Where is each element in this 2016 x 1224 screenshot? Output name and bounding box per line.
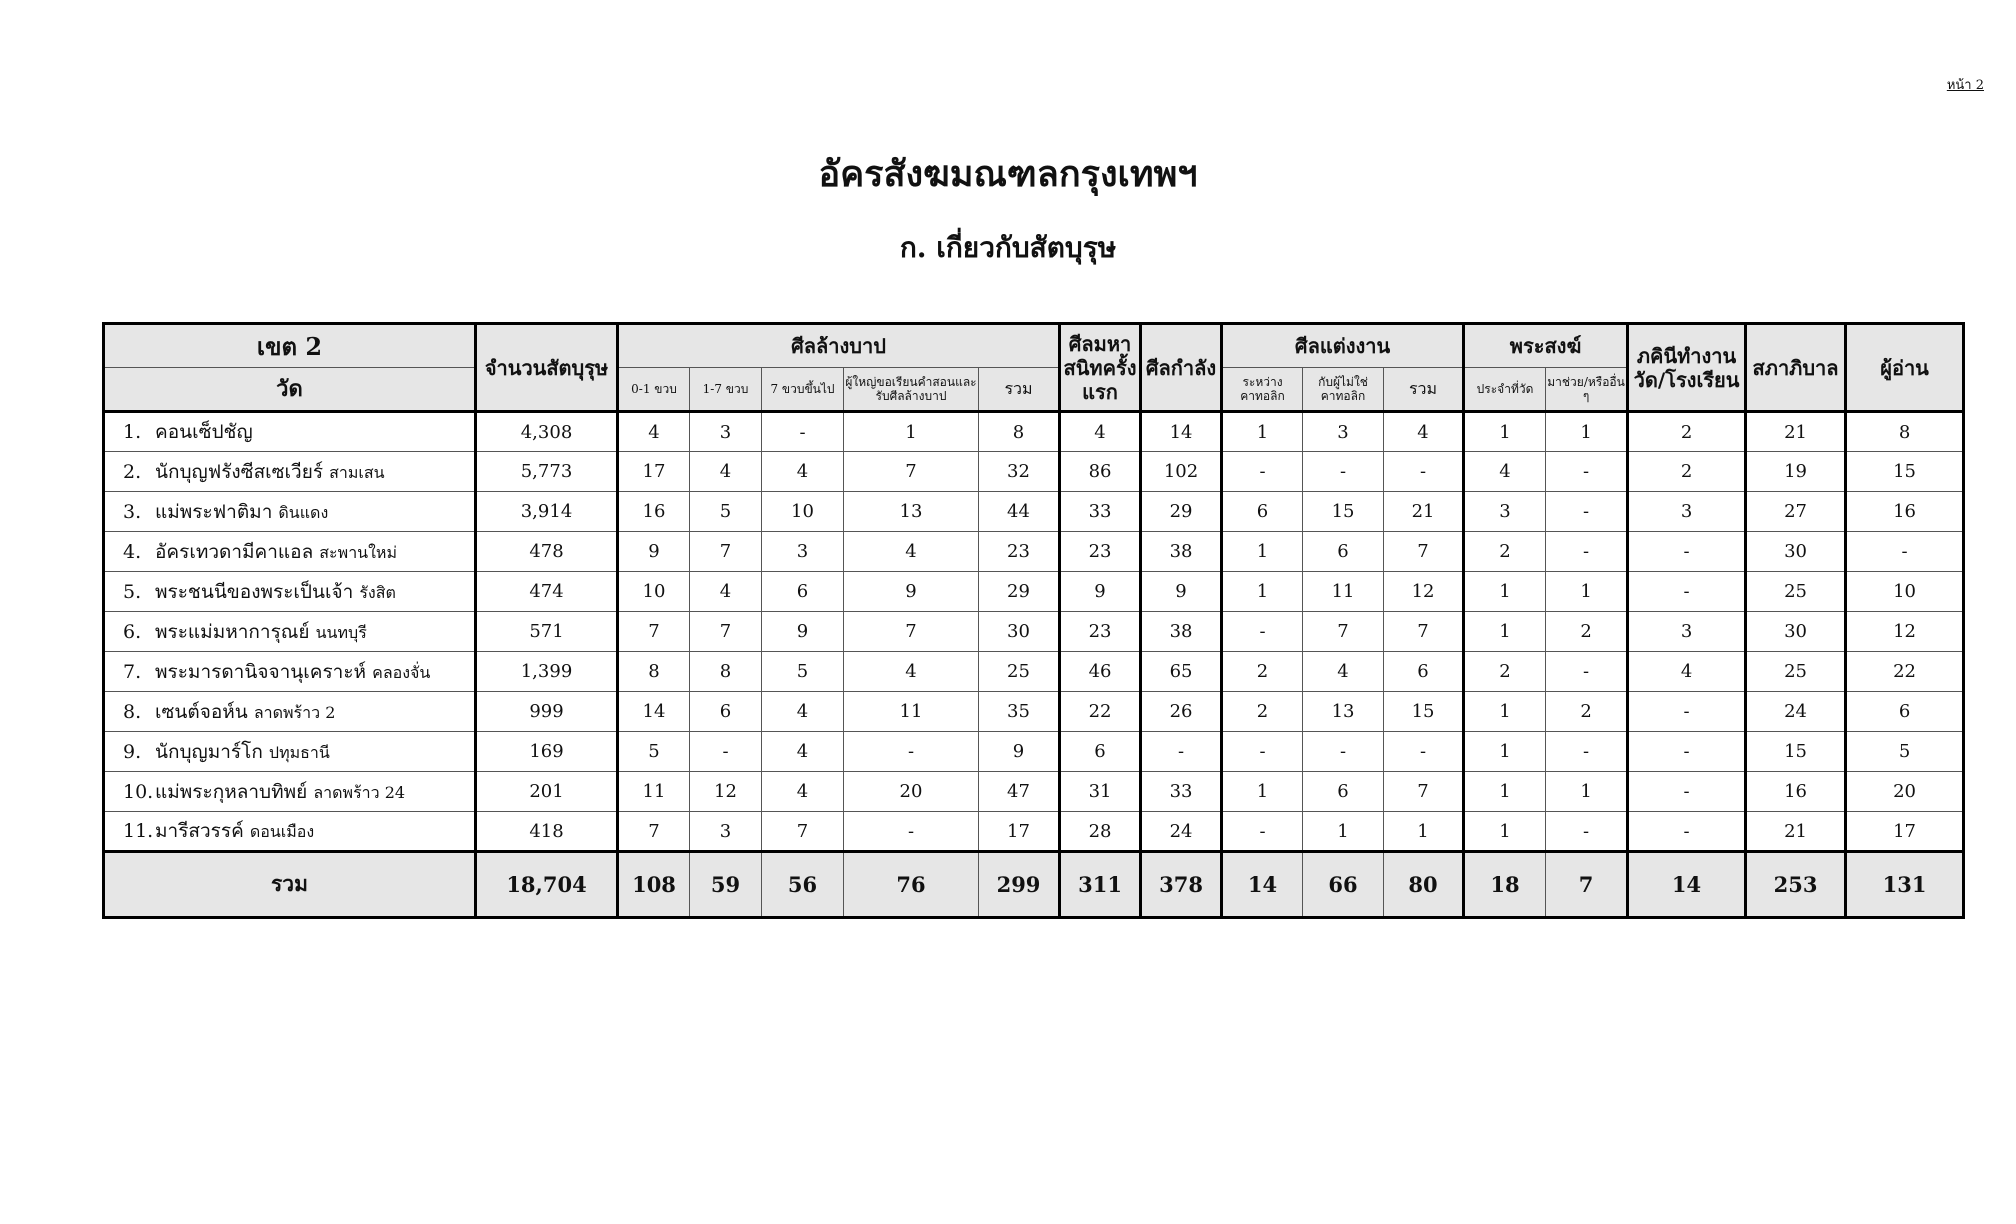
table-cell: 4 <box>690 572 762 612</box>
total-cell: 108 <box>618 852 690 918</box>
table-cell: 3 <box>762 532 844 572</box>
total-cell: 299 <box>979 852 1060 918</box>
total-cell: 66 <box>1303 852 1384 918</box>
table-cell: 7 <box>690 612 762 652</box>
church-location: ปทุมธานี <box>268 742 330 762</box>
table-cell: 4 <box>1464 452 1546 492</box>
table-cell: 17 <box>979 812 1060 852</box>
table-cell: 4 <box>618 412 690 452</box>
table-cell: 1 <box>1222 532 1303 572</box>
church-name-cell <box>104 772 476 812</box>
table-cell: 35 <box>979 692 1060 732</box>
table-cell: 8 <box>690 652 762 692</box>
church-name: นักบุญฟรังซีสเซเวียร์ <box>155 460 324 483</box>
church-location: ลาดพร้าว 24 <box>313 782 406 802</box>
table-cell: 7 <box>1384 612 1464 652</box>
row-number: 4. <box>123 540 142 563</box>
table-cell: 3 <box>1303 412 1384 452</box>
total-cell: 311 <box>1060 852 1141 918</box>
total-cell: 14 <box>1628 852 1746 918</box>
church-name-cell <box>104 572 476 612</box>
church-location: นนทบุรี <box>315 622 367 642</box>
table-cell: 4 <box>762 732 844 772</box>
table-row <box>104 532 1964 572</box>
row-number: 6. <box>123 620 142 643</box>
table-cell: 6 <box>1846 692 1964 732</box>
total-cell: 18 <box>1464 852 1546 918</box>
table-cell: 5 <box>1846 732 1964 772</box>
table-cell: 4 <box>1628 652 1746 692</box>
table-cell: 13 <box>844 492 979 532</box>
table-cell: 571 <box>476 612 618 652</box>
table-cell: 7 <box>1384 532 1464 572</box>
header-priests-helper: มาช่วย/หรืออื่น ๆ <box>1546 368 1628 412</box>
row-number: 1. <box>123 421 142 443</box>
table-cell: 9 <box>1060 572 1141 612</box>
table-cell: 478 <box>476 532 618 572</box>
table-cell: 30 <box>1746 612 1846 652</box>
table-cell: 8 <box>1846 412 1964 452</box>
table-row <box>104 812 1964 852</box>
table-cell: 14 <box>618 692 690 732</box>
table-cell: 33 <box>1141 772 1222 812</box>
table-cell: 28 <box>1060 812 1141 852</box>
table-cell: 1 <box>1464 572 1546 612</box>
table-cell: 3 <box>1628 492 1746 532</box>
header-council: สภาภิบาล <box>1746 324 1846 412</box>
table-cell: 2 <box>1222 652 1303 692</box>
table-cell: 9 <box>762 612 844 652</box>
page-title: อัครสังฆมณฑลกรุงเทพฯ <box>818 153 1198 195</box>
total-cell: 80 <box>1384 852 1464 918</box>
table-cell: 7 <box>618 812 690 852</box>
table-cell: 10 <box>762 492 844 532</box>
church-name: แม่พระกุหลาบทิพย์ <box>155 780 308 803</box>
table-cell: - <box>1222 812 1303 852</box>
table-cell: 15 <box>1384 692 1464 732</box>
table-cell: 86 <box>1060 452 1141 492</box>
church-name-cell <box>104 652 476 692</box>
table-cell: 4 <box>1060 412 1141 452</box>
table-cell: 31 <box>1060 772 1141 812</box>
table-cell: 9 <box>844 572 979 612</box>
row-number: 7. <box>123 660 142 683</box>
table-row <box>104 732 1964 772</box>
table-cell: 2 <box>1222 692 1303 732</box>
table-cell: 29 <box>979 572 1060 612</box>
table-cell: - <box>1546 652 1628 692</box>
table-cell: 23 <box>979 532 1060 572</box>
total-cell: 253 <box>1746 852 1846 918</box>
table-cell: 7 <box>690 532 762 572</box>
church-name: นักบุญมาร์โก <box>155 740 263 763</box>
header-baptism-1-7: 1-7 ขวบ <box>690 368 762 412</box>
header-marriage-catholic: ระหว่างคาทอลิก <box>1222 368 1303 412</box>
table-cell: 4 <box>762 772 844 812</box>
table-cell: 4 <box>844 532 979 572</box>
table-cell: 16 <box>618 492 690 532</box>
table-cell: 22 <box>1060 692 1141 732</box>
table-cell: 29 <box>1141 492 1222 532</box>
church-name-cell <box>104 412 476 452</box>
header-baptism-total: รวม <box>979 368 1060 412</box>
table-cell: 418 <box>476 812 618 852</box>
table-cell: 1 <box>1546 412 1628 452</box>
church-name-cell <box>104 452 476 492</box>
table-cell: - <box>1628 772 1746 812</box>
total-label: รวม <box>104 852 476 918</box>
header-priests-resident: ประจำที่วัด <box>1464 368 1546 412</box>
table-cell: 25 <box>979 652 1060 692</box>
church-location: ดอนเมือง <box>249 822 315 841</box>
total-cell: 56 <box>762 852 844 918</box>
header-marriage-mixed: กับผู้ไม่ใช่คาทอลิก <box>1303 368 1384 412</box>
table-cell: 4 <box>844 652 979 692</box>
table-cell: 1 <box>1222 412 1303 452</box>
table-cell: 38 <box>1141 532 1222 572</box>
church-name: พระแม่มหาการุณย์ <box>155 620 310 643</box>
table-cell: - <box>1546 452 1628 492</box>
table-cell: 1 <box>1222 772 1303 812</box>
total-cell: 131 <box>1846 852 1964 918</box>
table-cell: 21 <box>1384 492 1464 532</box>
table-cell: 5,773 <box>476 452 618 492</box>
table-cell: 7 <box>844 612 979 652</box>
table-cell: 19 <box>1746 452 1846 492</box>
row-number: 5. <box>123 580 142 603</box>
table-cell: 17 <box>618 452 690 492</box>
table-cell: 33 <box>1060 492 1141 532</box>
table-cell: 44 <box>979 492 1060 532</box>
page-number: หน้า 2 <box>1946 78 1984 93</box>
table-cell: 20 <box>844 772 979 812</box>
table-cell: 7 <box>1384 772 1464 812</box>
table-cell: 4 <box>1303 652 1384 692</box>
church-name: อัครเทวดามีคาแอล <box>155 540 314 563</box>
table-cell: 11 <box>844 692 979 732</box>
table-cell: 1 <box>1464 812 1546 852</box>
table-cell: 1 <box>1464 732 1546 772</box>
table-cell: - <box>1303 732 1384 772</box>
table-cell: - <box>1384 732 1464 772</box>
table-cell: 4 <box>690 452 762 492</box>
row-number: 2. <box>123 460 142 483</box>
table-cell: - <box>1628 732 1746 772</box>
table-cell: 1,399 <box>476 652 618 692</box>
table-row <box>104 692 1964 732</box>
table-cell: - <box>1546 532 1628 572</box>
header-baptism: ศีลล้างบาป <box>618 324 1060 368</box>
table-cell: 12 <box>690 772 762 812</box>
church-location: สะพานใหม่ <box>319 542 398 562</box>
table-cell: 102 <box>1141 452 1222 492</box>
table-cell: 1 <box>1464 692 1546 732</box>
table-cell: 7 <box>618 612 690 652</box>
table-cell: 6 <box>690 692 762 732</box>
table-row <box>104 612 1964 652</box>
table-cell: 1 <box>1464 612 1546 652</box>
header-marriage: ศีลแต่งงาน <box>1222 324 1464 368</box>
table-cell: 6 <box>1303 772 1384 812</box>
table-cell: 7 <box>1303 612 1384 652</box>
table-cell: 9 <box>1141 572 1222 612</box>
table-cell: 5 <box>690 492 762 532</box>
table-cell: 1 <box>1464 772 1546 812</box>
church-name-cell <box>104 532 476 572</box>
table-cell: - <box>690 732 762 772</box>
table-cell: - <box>1628 692 1746 732</box>
row-number: 11. <box>123 820 154 842</box>
table-cell: 9 <box>979 732 1060 772</box>
church-name: พระชนนีของพระเป็นเจ้า <box>155 580 354 603</box>
header-church: วัด <box>104 368 476 412</box>
table-row <box>104 572 1964 612</box>
table-cell: - <box>1546 732 1628 772</box>
table-cell: 6 <box>1384 652 1464 692</box>
table-cell: 16 <box>1846 492 1964 532</box>
table-cell: 2 <box>1546 692 1628 732</box>
header-readers: ผู้อ่าน <box>1846 324 1964 412</box>
header-zone: เขต 2 <box>104 324 476 368</box>
table-cell: 5 <box>762 652 844 692</box>
table-cell: - <box>1222 452 1303 492</box>
table-row <box>104 492 1964 532</box>
row-number: 3. <box>123 500 142 523</box>
table-cell: - <box>1384 452 1464 492</box>
table-cell: 999 <box>476 692 618 732</box>
table-cell: 30 <box>979 612 1060 652</box>
church-name: แม่พระฟาติมา <box>155 500 273 523</box>
church-name-cell <box>104 612 476 652</box>
header-priests: พระสงฆ์ <box>1464 324 1628 368</box>
total-row <box>104 852 1964 918</box>
table-cell: 2 <box>1628 412 1746 452</box>
church-location: คลองจั่น <box>372 662 431 682</box>
total-cell: 18,704 <box>476 852 618 918</box>
table-cell: 25 <box>1746 572 1846 612</box>
table-row <box>104 772 1964 812</box>
table-cell: 32 <box>979 452 1060 492</box>
header-nuns: ภคินีทำงานวัด/โรงเรียน <box>1628 324 1746 412</box>
church-name-cell <box>104 732 476 772</box>
church-name: เซนต์จอห์น <box>155 700 248 723</box>
table-row <box>104 412 1964 452</box>
table-cell: 1 <box>1222 572 1303 612</box>
table-cell: 8 <box>979 412 1060 452</box>
table-cell: 2 <box>1628 452 1746 492</box>
table-cell: - <box>1303 452 1384 492</box>
table-cell: 201 <box>476 772 618 812</box>
table-cell: 4 <box>1384 412 1464 452</box>
table-cell: 11 <box>1303 572 1384 612</box>
header-baptism-7-up: 7 ขวบขึ้นไป <box>762 368 844 412</box>
church-name-cell <box>104 492 476 532</box>
table-cell: 1 <box>1546 572 1628 612</box>
table-cell: 15 <box>1846 452 1964 492</box>
header-first-communion: ศีลมหาสนิทครั้งแรก <box>1060 324 1141 412</box>
table-cell: - <box>1141 732 1222 772</box>
table-cell: 15 <box>1746 732 1846 772</box>
table-cell: - <box>1222 732 1303 772</box>
church-location: ดินแดง <box>278 502 329 522</box>
table-cell: 24 <box>1141 812 1222 852</box>
header-population: จำนวนสัตบุรุษ <box>476 324 618 412</box>
table-cell: 12 <box>1384 572 1464 612</box>
table-cell: 169 <box>476 732 618 772</box>
table-cell: 4 <box>762 692 844 732</box>
table-row <box>104 452 1964 492</box>
table-cell: 10 <box>1846 572 1964 612</box>
table-cell: 21 <box>1746 412 1846 452</box>
header-baptism-adult: ผู้ใหญ่ขอเรียนคำสอนและรับศีลล้างบาป <box>844 368 979 412</box>
table-row <box>104 652 1964 692</box>
table-cell: 17 <box>1846 812 1964 852</box>
table-cell: 16 <box>1746 772 1846 812</box>
total-cell: 59 <box>690 852 762 918</box>
total-cell: 14 <box>1222 852 1303 918</box>
page-subtitle: ก. เกี่ยวกับสัตบุรุษ <box>899 231 1117 264</box>
table-cell: 6 <box>762 572 844 612</box>
table-cell: 15 <box>1303 492 1384 532</box>
table-cell: 1 <box>1384 812 1464 852</box>
table-cell: 24 <box>1746 692 1846 732</box>
table-cell: 5 <box>618 732 690 772</box>
table-cell: 30 <box>1746 532 1846 572</box>
table-cell: 1 <box>1303 812 1384 852</box>
table-cell: 23 <box>1060 532 1141 572</box>
church-name: มารีสวรรค์ <box>155 820 244 842</box>
table-cell: - <box>1546 492 1628 532</box>
table-cell: 474 <box>476 572 618 612</box>
church-name: คอนเซ็ปชัญ <box>155 421 253 443</box>
table-cell: - <box>844 812 979 852</box>
church-name: พระมารดานิจจานุเคราะห์ <box>155 660 367 683</box>
table-cell: - <box>1628 532 1746 572</box>
table-cell: 65 <box>1141 652 1222 692</box>
row-number: 10. <box>123 780 154 803</box>
table-cell: 4 <box>762 452 844 492</box>
table-cell: 22 <box>1846 652 1964 692</box>
table-cell: 1 <box>844 412 979 452</box>
table-cell: 1 <box>1546 772 1628 812</box>
table-cell: 2 <box>1464 532 1546 572</box>
table-cell: - <box>1846 532 1964 572</box>
table-cell: 3 <box>690 812 762 852</box>
table-cell: 26 <box>1141 692 1222 732</box>
table-cell: 27 <box>1746 492 1846 532</box>
total-cell: 76 <box>844 852 979 918</box>
table-cell: 46 <box>1060 652 1141 692</box>
table-cell: - <box>1546 812 1628 852</box>
table-cell: 11 <box>618 772 690 812</box>
total-cell: 378 <box>1141 852 1222 918</box>
table-cell: - <box>844 732 979 772</box>
table-cell: 6 <box>1303 532 1384 572</box>
table-cell: 6 <box>1060 732 1141 772</box>
table-cell: - <box>1222 612 1303 652</box>
table-cell: 10 <box>618 572 690 612</box>
header-confirmation: ศีลกำลัง <box>1141 324 1222 412</box>
table-cell: 3,914 <box>476 492 618 532</box>
table-cell: 38 <box>1141 612 1222 652</box>
statistics-table <box>102 322 1965 919</box>
table-cell: - <box>762 412 844 452</box>
table-cell: 23 <box>1060 612 1141 652</box>
header-baptism-0-1: 0-1 ขวบ <box>618 368 690 412</box>
total-cell: 7 <box>1546 852 1628 918</box>
church-location: ลาดพร้าว 2 <box>253 702 336 722</box>
table-cell: 6 <box>1222 492 1303 532</box>
table-cell: - <box>1628 572 1746 612</box>
table-cell: 47 <box>979 772 1060 812</box>
table-cell: 3 <box>1464 492 1546 532</box>
table-cell: 20 <box>1846 772 1964 812</box>
table-cell: 2 <box>1464 652 1546 692</box>
church-name-cell <box>104 812 476 852</box>
table-cell: 12 <box>1846 612 1964 652</box>
table-cell: 9 <box>618 532 690 572</box>
church-location: สามเสน <box>329 462 385 482</box>
table-cell: 25 <box>1746 652 1846 692</box>
table-cell: 7 <box>762 812 844 852</box>
table-cell: - <box>1628 812 1746 852</box>
table-cell: 7 <box>844 452 979 492</box>
table-cell: 14 <box>1141 412 1222 452</box>
table-cell: 3 <box>1628 612 1746 652</box>
table-cell: 13 <box>1303 692 1384 732</box>
table-cell: 21 <box>1746 812 1846 852</box>
table-cell: 1 <box>1464 412 1546 452</box>
header-marriage-total: รวม <box>1384 368 1464 412</box>
church-location: รังสิต <box>359 582 396 602</box>
table-cell: 3 <box>690 412 762 452</box>
church-name-cell <box>104 692 476 732</box>
table-cell: 8 <box>618 652 690 692</box>
table-cell: 4,308 <box>476 412 618 452</box>
row-number: 9. <box>123 740 142 763</box>
row-number: 8. <box>123 700 142 723</box>
table-cell: 2 <box>1546 612 1628 652</box>
